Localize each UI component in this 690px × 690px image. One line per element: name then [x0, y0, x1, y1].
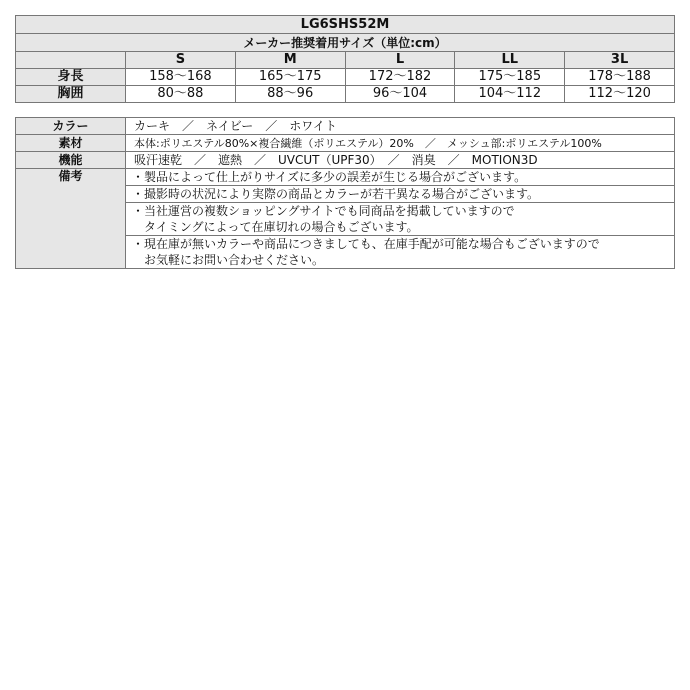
note-line: ・製品によって仕上がりサイズに多少の誤差が生じる場合がございます。	[132, 170, 527, 184]
note-item	[126, 203, 675, 236]
row-label: 胸囲	[16, 86, 126, 103]
note-line: ・現在庫が無いカラーや商品につきましても、在庫手配が可能な場合もございますので	[132, 237, 600, 251]
size-chart-subtitle: メーカー推奨着用サイズ（単位:cm）	[16, 34, 675, 52]
chest-row	[16, 86, 675, 103]
material-row	[16, 135, 675, 152]
function-value: 吸汗速乾 ／ 遮熱 ／ UVCUT（UPF30） ／ 消臭 ／ MOTION3D	[126, 152, 675, 169]
note-line: ・当社運営の複数ショッピングサイトでも同商品を掲載していますので	[132, 204, 515, 218]
material-label: 素材	[16, 135, 126, 152]
size-cell: 158～168	[126, 69, 236, 86]
size-cell: 178～188	[565, 69, 675, 86]
height-row	[16, 69, 675, 86]
note-line: お気軽にお問い合わせください。	[132, 253, 325, 267]
notes-label: 備考	[16, 169, 126, 269]
size-cell: 88～96	[235, 86, 345, 103]
size-cell: 80～88	[126, 86, 236, 103]
function-row	[16, 152, 675, 169]
size-cell: 175～185	[455, 69, 565, 86]
size-header-blank	[16, 52, 126, 69]
material-value: 本体:ポリエステル80%×複合繊維（ポリエステル）20% ／ メッシュ部:ポリエステル100%	[126, 135, 675, 152]
size-header: M	[235, 52, 345, 69]
color-row	[16, 118, 675, 135]
note-item	[126, 186, 675, 203]
note-item	[126, 236, 675, 269]
color-value: カーキ ／ ネイビー ／ ホワイト	[126, 118, 675, 135]
size-cell: 104～112	[455, 86, 565, 103]
size-cell: 165～175	[235, 69, 345, 86]
size-cell: 96～104	[345, 86, 455, 103]
size-header: S	[126, 52, 236, 69]
row-label: 身長	[16, 69, 126, 86]
size-header: L	[345, 52, 455, 69]
note-line: タイミングによって在庫切れの場合もございます。	[132, 220, 419, 234]
size-header: LL	[455, 52, 565, 69]
note-row	[16, 169, 675, 186]
size-header: 3L	[565, 52, 675, 69]
function-label: 機能	[16, 152, 126, 169]
product-code: LG6SHS52M	[16, 16, 675, 34]
size-chart-table	[15, 15, 675, 103]
note-item	[126, 169, 675, 186]
note-line: ・撮影時の状況により実際の商品とカラーが若干異なる場合がございます。	[132, 187, 540, 201]
spec-table	[15, 117, 675, 269]
size-cell: 172～182	[345, 69, 455, 86]
color-label: カラー	[16, 118, 126, 135]
size-cell: 112～120	[565, 86, 675, 103]
